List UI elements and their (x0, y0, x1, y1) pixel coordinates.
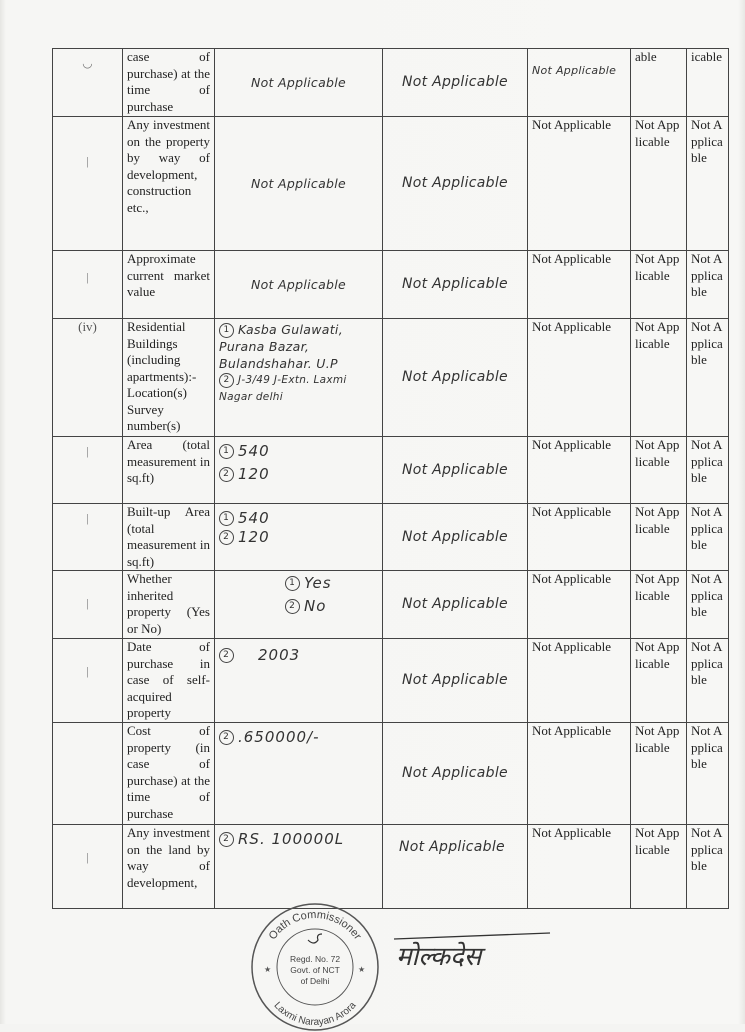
serial-cell (53, 117, 123, 251)
table-row (53, 571, 729, 639)
circled-number: 2 (219, 530, 234, 545)
circled-number: 1 (219, 444, 234, 459)
circled-number: 2 (219, 373, 234, 388)
signature-headline-stroke (394, 933, 550, 939)
table-row (53, 49, 729, 117)
status-cell: Not Applicable (631, 639, 687, 723)
circled-number: 1 (285, 576, 300, 591)
table-row (53, 251, 729, 319)
description-cell: Area (total measurement in sq.ft) (123, 437, 215, 504)
handwritten-cell: Not Applicable (215, 49, 383, 117)
status-cell: Not Applicable (687, 251, 729, 319)
star-icon: ★ (264, 965, 272, 974)
stamp-bottom-text: Laxmi Narayan Arora (271, 1000, 359, 1029)
oath-commissioner-stamp (250, 902, 380, 1032)
status-cell: Not Applicable (631, 251, 687, 319)
status-cell: able (631, 49, 687, 117)
status-cell: Not Applicable (631, 319, 687, 437)
star-icon: ★ (358, 965, 366, 974)
handwritten-cell: 1 540 2 120 (215, 504, 383, 571)
stamp-initials-mark (308, 934, 322, 943)
status-cell: Not Applicable (631, 437, 687, 504)
printed-na-cell: Not Applicable (528, 723, 631, 825)
description-cell: Whether inherited property (Yes or No) (123, 571, 215, 639)
handwritten-cell: Not Applicable (383, 825, 528, 909)
tick-mark: | (86, 270, 89, 284)
status-cell: Not Applicable (687, 504, 729, 571)
tick-mark: | (86, 444, 89, 458)
serial-cell (53, 723, 123, 825)
status-cell: icable (687, 49, 729, 117)
circled-number: 2 (219, 467, 234, 482)
description-cell: Approximate current market value (123, 251, 215, 319)
printed-na-cell: Not Applicable (528, 437, 631, 504)
handwritten-cell: 1 Yes 2 No (215, 571, 383, 639)
tick-mark: | (86, 664, 89, 678)
printed-na-cell: Not Applicable (528, 117, 631, 251)
handwritten-cell: 1 540 2 120 (215, 437, 383, 504)
tick-mark: ◡ (82, 56, 93, 70)
serial-cell (53, 571, 123, 639)
status-cell: Not Applicable (687, 571, 729, 639)
serial-cell (53, 49, 123, 117)
description-cell: Cost of property (in case of purchase) at the time of purchase (123, 723, 215, 825)
serial-cell (53, 504, 123, 571)
table-row (53, 437, 729, 504)
handwritten-cell: Not Applicable (383, 117, 528, 251)
circled-number: 2 (285, 599, 300, 614)
handwritten-cell: Not Applicable (383, 49, 528, 117)
table-row (53, 117, 729, 251)
table-row (53, 319, 729, 437)
serial-cell: (iv) (53, 319, 123, 437)
status-cell: Not Applicable (631, 723, 687, 825)
status-cell: Not Applicable (631, 504, 687, 571)
signature (390, 925, 560, 985)
stamp-line-2: Govt. of NCT (290, 965, 340, 975)
circled-number: 2 (219, 648, 234, 663)
status-cell: Not Applicable (687, 319, 729, 437)
printed-na-cell: Not Applicable (528, 639, 631, 723)
signature-text: मोल्कदेस (396, 942, 482, 972)
tick-mark: | (86, 850, 89, 864)
handwritten-cell: Not Applicable (215, 251, 383, 319)
handwritten-cell: Not Applicable (383, 251, 528, 319)
printed-na-cell: Not Applicable (528, 319, 631, 437)
tick-mark: | (86, 154, 89, 168)
handwritten-cell: Not Applicable (215, 117, 383, 251)
handwritten-cell: Not Applicable (383, 504, 528, 571)
description-cell: Any investment on the land by way of development, (123, 825, 215, 909)
handwritten-cell: Not Applicable (383, 723, 528, 825)
serial-cell (53, 437, 123, 504)
handwritten-cell: Not Applicable (383, 319, 528, 437)
status-cell: Not Applicable (687, 117, 729, 251)
description-cell: Date of purchase in case of self-acquired property (123, 639, 215, 723)
table-row (53, 723, 729, 825)
printed-na-cell: Not Applicable (528, 825, 631, 909)
description-cell: Built-up Area (total measurement in sq.ft) (123, 504, 215, 571)
serial-cell (53, 251, 123, 319)
handwritten-cell: Not Applicable (383, 437, 528, 504)
printed-na-cell: Not Applicable (528, 251, 631, 319)
circled-number: 1 (219, 511, 234, 526)
tick-mark: | (86, 511, 89, 525)
table-row (53, 639, 729, 723)
handwritten-cell: Not Applicable (383, 639, 528, 723)
handwritten-cell: Not Applicable (383, 571, 528, 639)
serial-cell (53, 639, 123, 723)
printed-na-cell: Not Applicable (528, 504, 631, 571)
status-cell: Not Applicable (687, 639, 729, 723)
assets-table (52, 48, 729, 909)
status-cell: Not Applicable (631, 825, 687, 909)
description-cell: Any investment on the property by way of development, construction etc., (123, 117, 215, 251)
handwritten-cell: 1 Kasba Gulawati, Purana Bazar, Bulandshahar. U.P 2 J-3/49 J-Extn. Laxmi Nagar delhi (215, 319, 383, 437)
tick-mark: | (86, 596, 89, 610)
stamp-top-text: Oath Commissioner (266, 908, 364, 943)
status-cell: Not Applicable (631, 117, 687, 251)
status-cell: Not Applicable (687, 437, 729, 504)
circled-number: 1 (219, 323, 234, 338)
status-cell: Not Applicable (631, 571, 687, 639)
stamp-line-3: of Delhi (300, 976, 330, 986)
handwritten-cell: 2 .650000/- (215, 723, 383, 825)
handwritten-cell: 2 2003 (215, 639, 383, 723)
description-cell: case of purchase) at the time of purchase (123, 49, 215, 117)
description-cell: Residential Buildings (including apartments):- Location(s) Survey number(s) (123, 319, 215, 437)
table-row (53, 504, 729, 571)
handwritten-cell: Not Applicable (528, 49, 631, 117)
serial-cell (53, 825, 123, 909)
circled-number: 2 (219, 832, 234, 847)
status-cell: Not Applicable (687, 723, 729, 825)
handwritten-cell: 2 RS. 100000L (215, 825, 383, 909)
circled-number: 2 (219, 730, 234, 745)
table-row (53, 825, 729, 909)
stamp-line-1: Regd. No. 72 (289, 954, 341, 964)
status-cell: Not Applicable (687, 825, 729, 909)
printed-na-cell: Not Applicable (528, 571, 631, 639)
